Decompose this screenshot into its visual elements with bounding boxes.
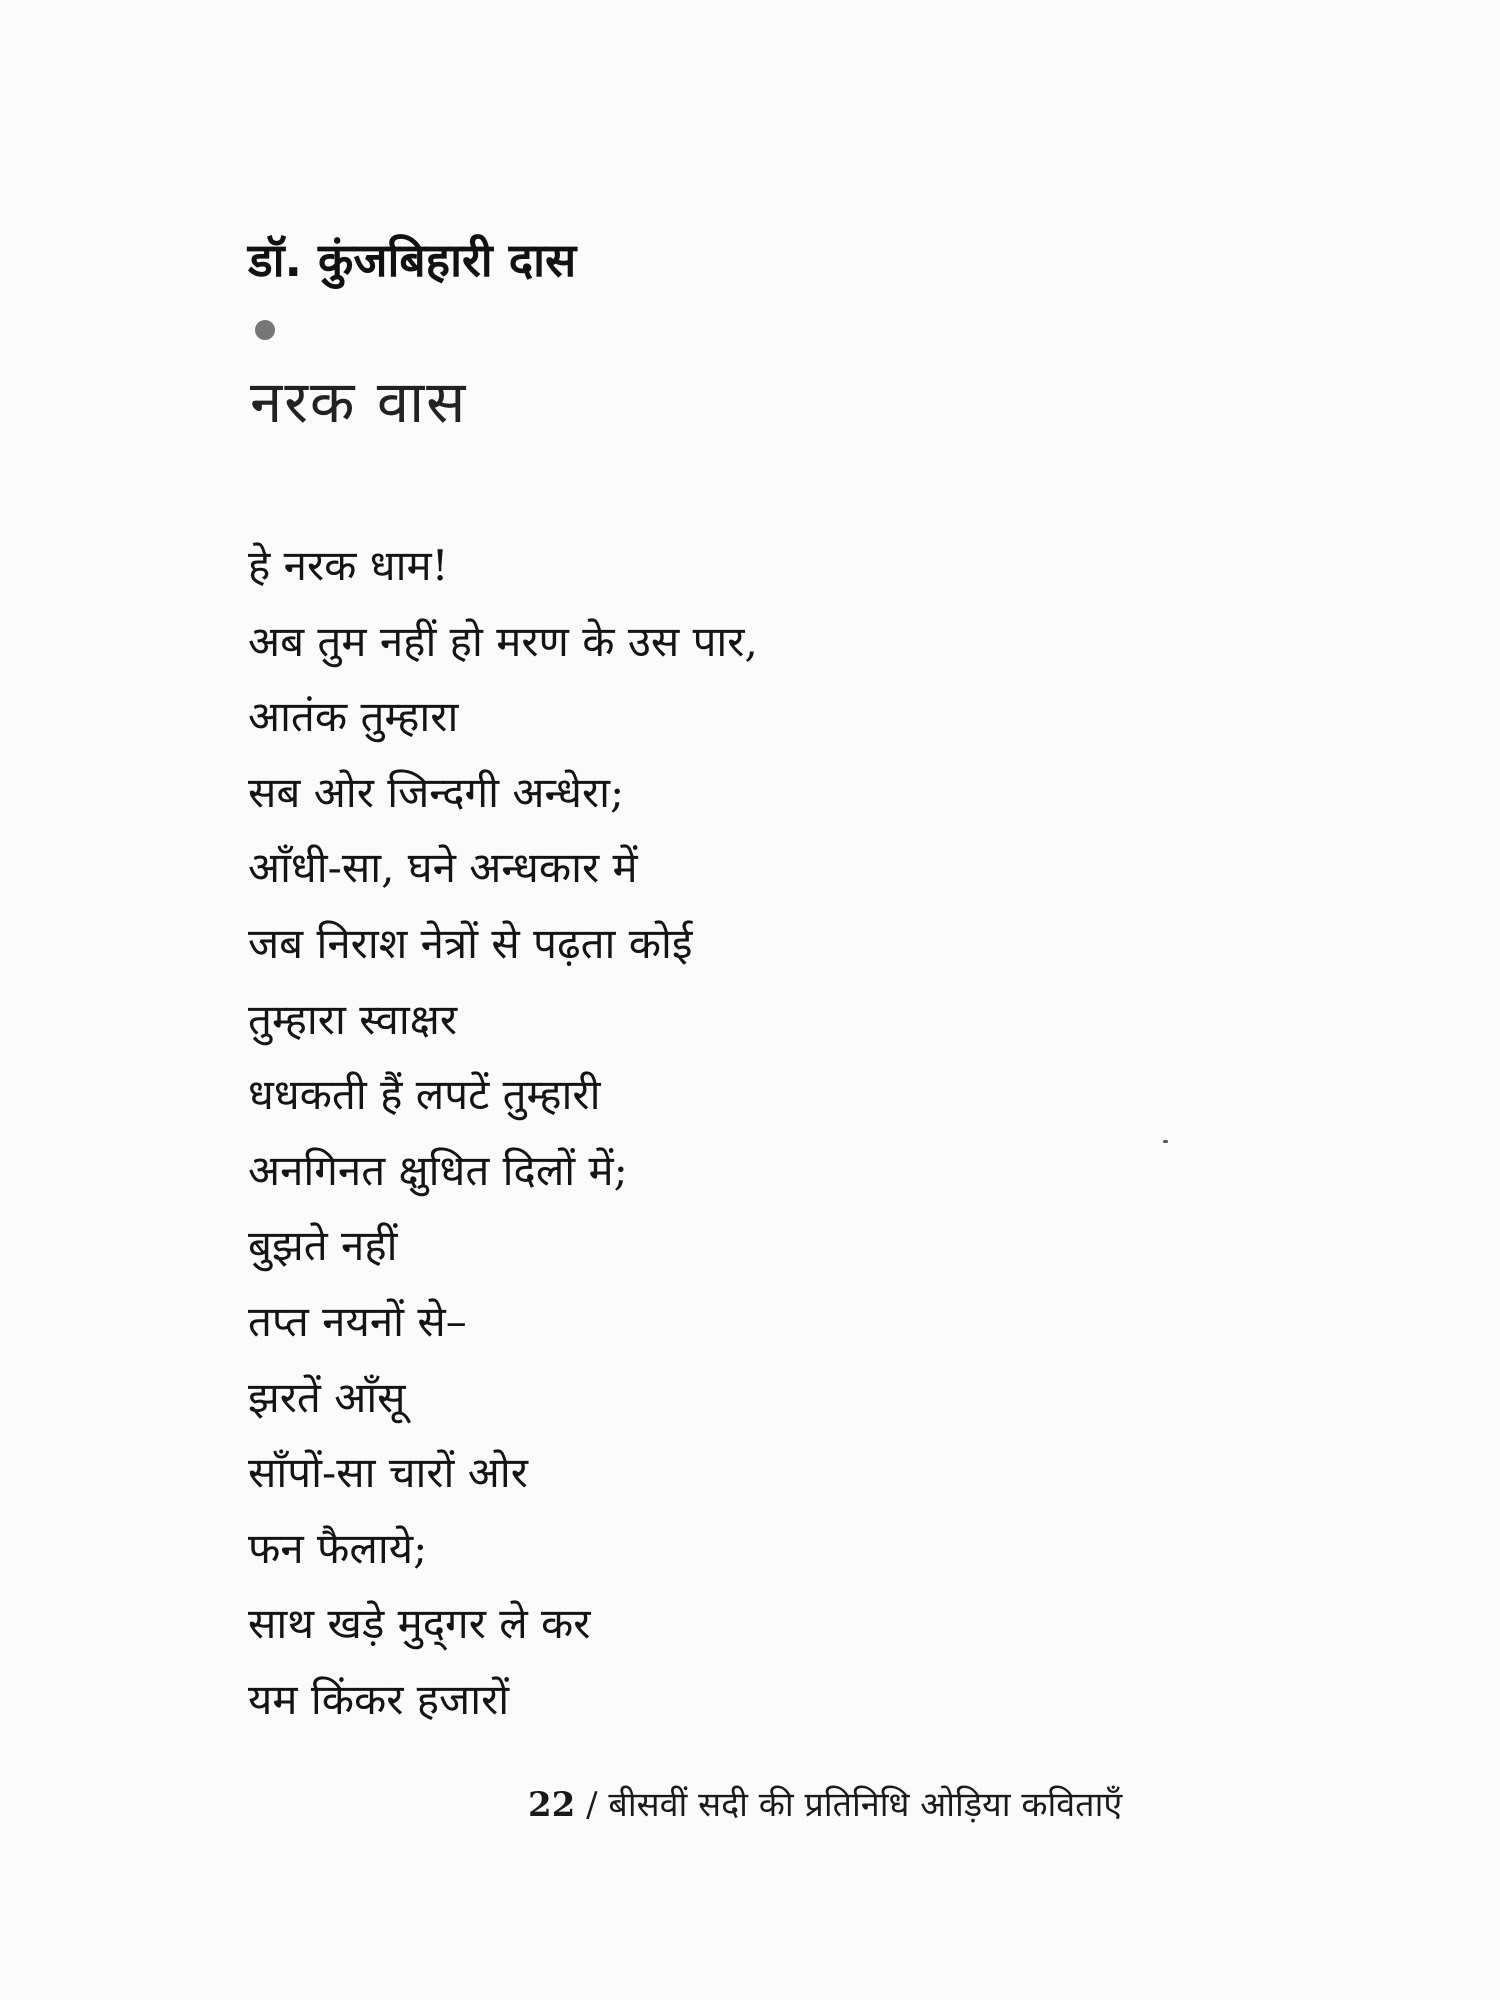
poem-line: यम किंकर हजारों (248, 1674, 510, 1724)
page-footer (528, 1780, 1122, 1830)
book-title: बीसवीं सदी की प्रतिनिधि ओड़िया कविताएँ (608, 1785, 1123, 1825)
poem-line: फन फैलाये; (248, 1523, 428, 1573)
poem-line: अनगिनत क्षुधित दिलों में; (248, 1145, 628, 1195)
poem-line: साँपों-सा चारों ओर (248, 1448, 528, 1498)
poem-line: धधकती हैं लपटें तुम्हारी (248, 1070, 601, 1120)
poem-line: आँधी-सा, घने अन्धकार में (248, 843, 638, 893)
poem-line: हे नरक धाम! (248, 541, 449, 590)
poem-line: सब ओर जिन्दगी अन्धेरा; (248, 767, 625, 817)
poem-line: बुझते नहीं (248, 1221, 398, 1271)
poem-line: आतंक तुम्हारा (248, 692, 459, 742)
poem-line: तुम्हारा स्वाक्षर (248, 994, 458, 1044)
print-speck (1163, 1140, 1168, 1143)
poem-line: अब तुम नहीं हो मरण के उस पार, (248, 616, 758, 666)
poem-line: जब निराश नेत्रों से पढ़ता कोई (248, 918, 693, 968)
author-name: डॉ. कुंजबिहारी दास (248, 233, 577, 287)
poem-line: झरतें आँसू (248, 1372, 406, 1422)
poem-title: नरक वास (250, 368, 468, 436)
poem-line: साथ खड़े मुद्‌गर ले कर (248, 1599, 591, 1649)
poem-body (248, 528, 758, 1738)
poem-line: तप्त नयनों से– (248, 1296, 467, 1346)
bullet-dot-icon (255, 320, 275, 340)
page-number: 22 (528, 1785, 576, 1825)
footer-separator: / (586, 1785, 598, 1825)
